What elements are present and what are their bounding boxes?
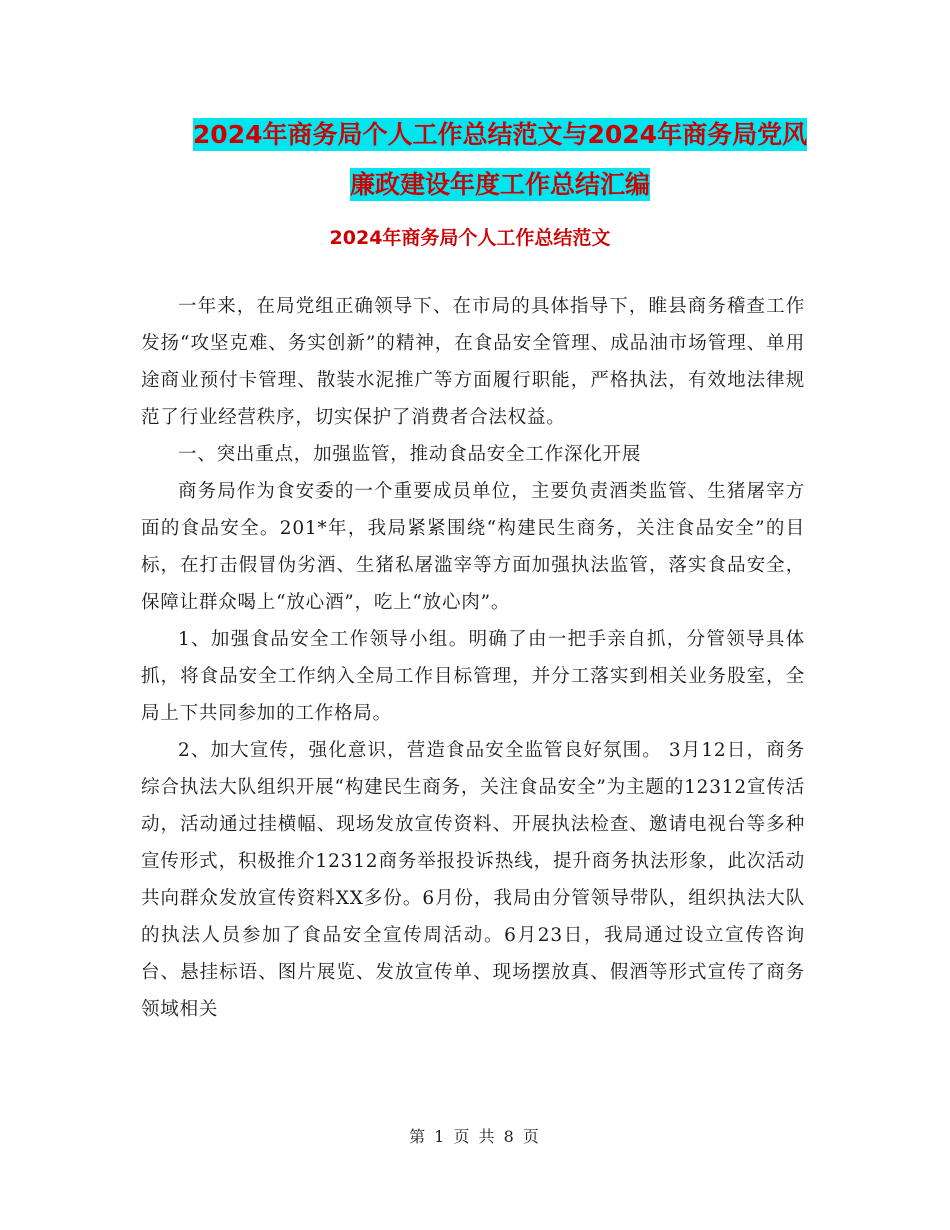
- section-heading: 一、突出重点，加强监管，推动食品安全工作深化开展: [178, 444, 642, 465]
- section-title: 2024年商务局个人工作总结范文: [329, 227, 611, 249]
- paragraph: 一年来，在局党组正确领导下、在市局的具体指导下，睢县商务稽查工作发扬“攻坚克难、务实创新”的精神，在食品安全管理、成品油市场管理、单用途商业预付卡管理、散装水泥推广等方面履行职能，严格执法，有效地法律规范了行业经营秩序，切实保护了消费者合法权益。: [141, 296, 805, 428]
- paragraph: 1、加强食品安全工作领导小组。明确了由一把手亲自抓，分管领导具体抓，将食品安全工作纳入全局工作目标管理，并分工落实到相关业务股室，全局上下共同参加的工作格局。: [141, 629, 805, 724]
- title-line-1: 2024年商务局个人工作总结范文与2024年商务局党风: [192, 120, 808, 149]
- page-footer: 第 1 页 共 8 页: [409, 1127, 541, 1146]
- paragraph: 商务局作为食安委的一个重要成员单位，主要负责酒类监管、生猪屠宰方面的食品安全。201*年，我局紧紧围绕“构建民生商务，关注食品安全”的目标，在打击假冒伪劣酒、生猪私屠滥宰等方面加强执法监管，落实食品安全，保障让群众喝上“放心酒”，吃上“放心肉”。: [141, 481, 805, 613]
- title-line-2: 廉政建设年度工作总结汇编: [349, 170, 650, 199]
- paragraph: 2、加大宣传，强化意识，营造食品安全监管良好氛围。 3月12日，商务综合执法大队组织开展“构建民生商务，关注食品安全”为主题的12312宣传活动，活动通过挂横幅、现场发放宣传资料、开展执法检查、邀请电视台等多种宣传形式，积极推介12312商务举报投诉热线，提升商务执法形象，此次活动共向群众发放宣传资料XX多份。6月份，我局由分管领导带队，组织执法大队的执法人员参加了食品安全宣传周活动。6月23日，我局通过设立宣传咨询台、悬挂标语、图片展览、发放宣传单、现场摆放真、假酒等形式宣传了商务领域相关: [141, 740, 805, 1020]
- document-title: [120, 110, 880, 210]
- body-text: [141, 288, 805, 1028]
